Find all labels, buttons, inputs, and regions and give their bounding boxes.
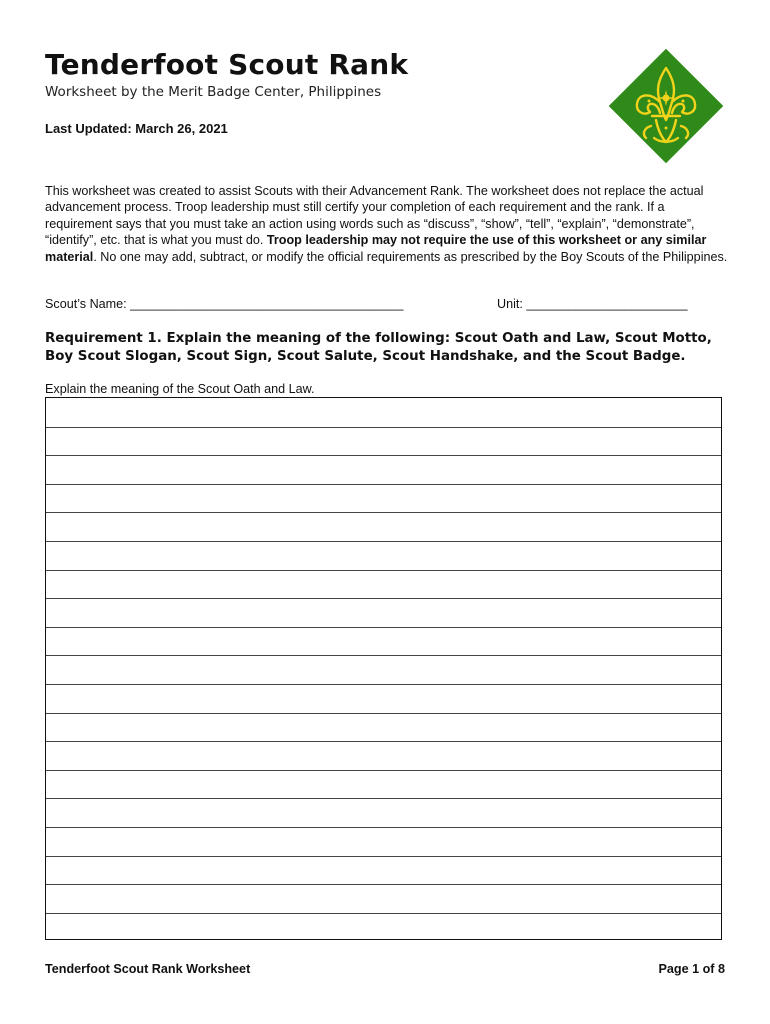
page-title: Tenderfoot Scout Rank [45, 48, 409, 81]
requirement-1-heading: Requirement 1. Explain the meaning of the following: Scout Oath and Law, Scout Motto, Boy Scout Slogan, Scout Sign, Scout Salute, Scout Handshake, and the Scout Badge. [45, 331, 712, 364]
answer-line[interactable] [46, 655, 721, 656]
requirement-1-prompt: Explain the meaning of the Scout Oath and Law. [45, 382, 315, 396]
intro-text-bold: Troop leadership may not require the use of this worksheet or any similar material [45, 233, 707, 264]
answer-line[interactable] [46, 684, 721, 685]
intro-text-2: . No one may add, subtract, or modify the official requirements as prescribed by the Boy Scouts of the Philippines. [93, 249, 728, 264]
answer-line[interactable] [46, 627, 721, 628]
answer-line[interactable] [46, 484, 721, 485]
answer-line[interactable] [46, 884, 721, 885]
answer-line[interactable] [46, 770, 721, 771]
answer-box[interactable] [45, 397, 722, 940]
answer-line[interactable] [46, 570, 721, 571]
answer-line[interactable] [46, 827, 721, 828]
last-updated: Last Updated: March 26, 2021 [45, 121, 228, 136]
footer-title: Tenderfoot Scout Rank Worksheet [45, 962, 251, 976]
intro-paragraph [45, 183, 729, 265]
answer-line[interactable] [46, 798, 721, 799]
answer-line[interactable] [46, 455, 721, 456]
answer-line[interactable] [46, 741, 721, 742]
scout-info-row [45, 297, 729, 311]
answer-line[interactable] [46, 598, 721, 599]
answer-line[interactable] [46, 541, 721, 542]
page-subtitle: Worksheet by the Merit Badge Center, Philippines [45, 84, 382, 100]
answer-line[interactable] [46, 512, 721, 513]
answer-line[interactable] [46, 427, 721, 428]
intro-text-1: This worksheet was created to assist Scouts with their Advancement Rank. The worksheet does not replace the actual advancement process. Troop leadership must still certify your completion of each requirement and the rank. If a requirement says that you must take an action using words such as “discuss”, “show”, “tell”, “explain”, “demonstrate”, “identify”, etc. that is what you must do. [45, 184, 704, 248]
unit-field[interactable]: Unit: _______________________ [497, 297, 688, 311]
answer-line[interactable] [46, 856, 721, 857]
answer-line[interactable] [46, 713, 721, 714]
scout-name-field[interactable]: Scout’s Name: _______________________________________ [45, 297, 404, 311]
answer-line[interactable] [46, 913, 721, 914]
fleur-de-lis-badge-icon [606, 46, 726, 166]
page-number: Page 1 of 8 [658, 962, 725, 976]
